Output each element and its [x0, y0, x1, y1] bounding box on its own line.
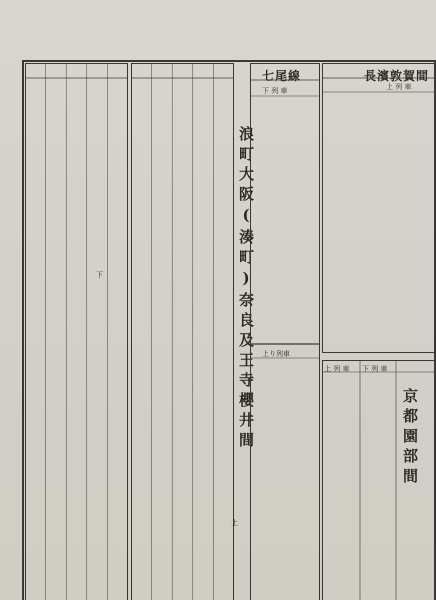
nagahama-table-header: 上 列 車: [386, 83, 412, 91]
nanao-table-header: 下 列 車: [262, 87, 288, 95]
kyoto-table-header-up: 上 列 車: [324, 365, 350, 373]
nara-section-title: 浪町大阪(湊町)奈良及王寺櫻井間: [237, 126, 255, 452]
kyoto-table-header-down: 下 列 車: [362, 365, 388, 373]
nara-subhead-up: 上: [231, 519, 238, 527]
kyoto-section-title: 京都園部間: [401, 388, 419, 488]
nara-up-table-header: 上り列車: [262, 350, 290, 358]
nara-subhead-down: 下: [96, 271, 103, 279]
nanao-section-title: 七尾線: [262, 69, 302, 83]
nagahama-section-title: 長濱敦賀間: [364, 69, 430, 83]
